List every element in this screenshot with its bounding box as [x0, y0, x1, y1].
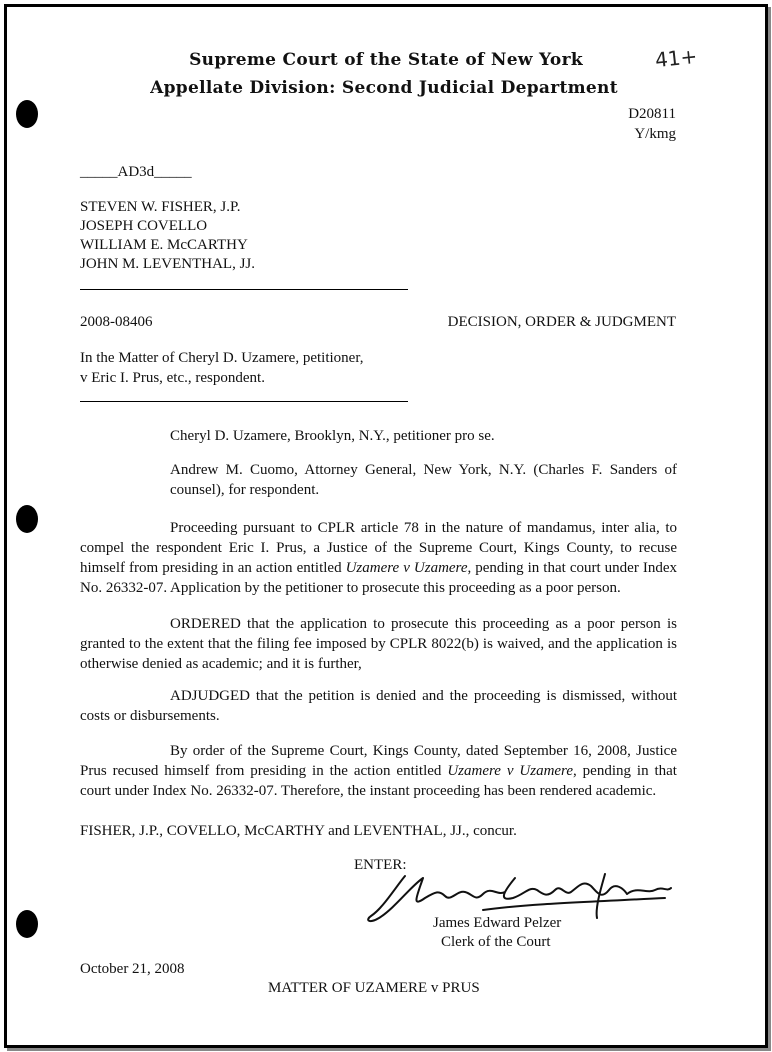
docket-code: D20811 [628, 106, 676, 122]
order-paragraph [80, 741, 677, 801]
adjudged-text: ADJUDGED that the petition is denied and the proceeding is dismissed, without costs or disbursements. [80, 688, 677, 724]
order-text: By order of the Supreme Court, Kings County, dated September 16, 2008, Justice Prus recused himself from presiding in the action entitled [80, 743, 677, 779]
hole-punch-bottom [16, 910, 38, 938]
petitioner-appearance: Cheryl D. Uzamere, Brooklyn, N.Y., petitioner pro se. [170, 428, 495, 444]
adjudged-paragraph [80, 686, 677, 726]
case-number: 2008-08406 [80, 314, 153, 330]
caption-line: v Eric I. Prus, etc., respondent. [80, 370, 265, 386]
justice-name: JOSEPH COVELLO [80, 218, 208, 234]
footer-caption: MATTER OF UZAMERE v PRUS [268, 980, 480, 996]
hole-punch-middle [16, 505, 38, 533]
ordered-paragraph [80, 614, 677, 674]
clerk-name: James Edward Pelzer [433, 915, 562, 931]
caption-line: In the Matter of Cheryl D. Uzamere, petitioner, [80, 350, 364, 366]
divider-line [80, 401, 408, 402]
handwritten-mark: 41+ [653, 43, 699, 73]
docket-initials: Y/kmg [634, 126, 676, 142]
court-name: Supreme Court of the State of New York [189, 50, 583, 70]
divider-line [80, 289, 408, 290]
reporter-citation: _____AD3d_____ [80, 164, 192, 180]
proceeding-text: , pending in that court under Index No. 26332-07. Application by the petitioner to prosecute this proceeding as a poor person. [80, 560, 677, 596]
court-division: Appellate Division: Second Judicial Department [150, 78, 618, 98]
enter-label: ENTER: [354, 857, 407, 873]
decision-date: October 21, 2008 [80, 961, 185, 977]
justice-name: WILLIAM E. McCARTHY [80, 237, 248, 253]
respondent-appearance-text: Andrew M. Cuomo, Attorney General, New York, N.Y. (Charles F. Sanders of counsel), for respondent. [170, 462, 677, 498]
proceeding-paragraph [80, 518, 677, 598]
ordered-text: ORDERED that the application to prosecute this proceeding as a poor person is granted to the extent that the filing fee imposed by CPLR 8022(b) is waived, and the application is otherwise denied as academic; and it is further, [80, 616, 677, 672]
order-text: , pending in that court under Index No. 26332-07. Therefore, the instant proceeding has been rendered academic. [80, 763, 677, 799]
proceeding-text: Proceeding pursuant to CPLR article 78 in the nature of mandamus, inter alia, to compel the respondent Eric I. Prus, a Justice of the Supreme Court, Kings County, to recuse himself from presiding in an action entitled [80, 520, 677, 576]
justice-name: STEVEN W. FISHER, J.P. [80, 199, 241, 215]
case-title: Uzamere v Uzamere [447, 763, 573, 779]
clerk-title: Clerk of the Court [441, 934, 551, 950]
case-title: Uzamere v Uzamere [345, 560, 468, 576]
decision-title: DECISION, ORDER & JUDGMENT [447, 314, 676, 330]
concurrence: FISHER, J.P., COVELLO, McCARTHY and LEVENTHAL, JJ., concur. [80, 823, 517, 839]
hole-punch-top [16, 100, 38, 128]
justice-name: JOHN M. LEVENTHAL, JJ. [80, 256, 255, 272]
respondent-appearance [170, 460, 677, 500]
